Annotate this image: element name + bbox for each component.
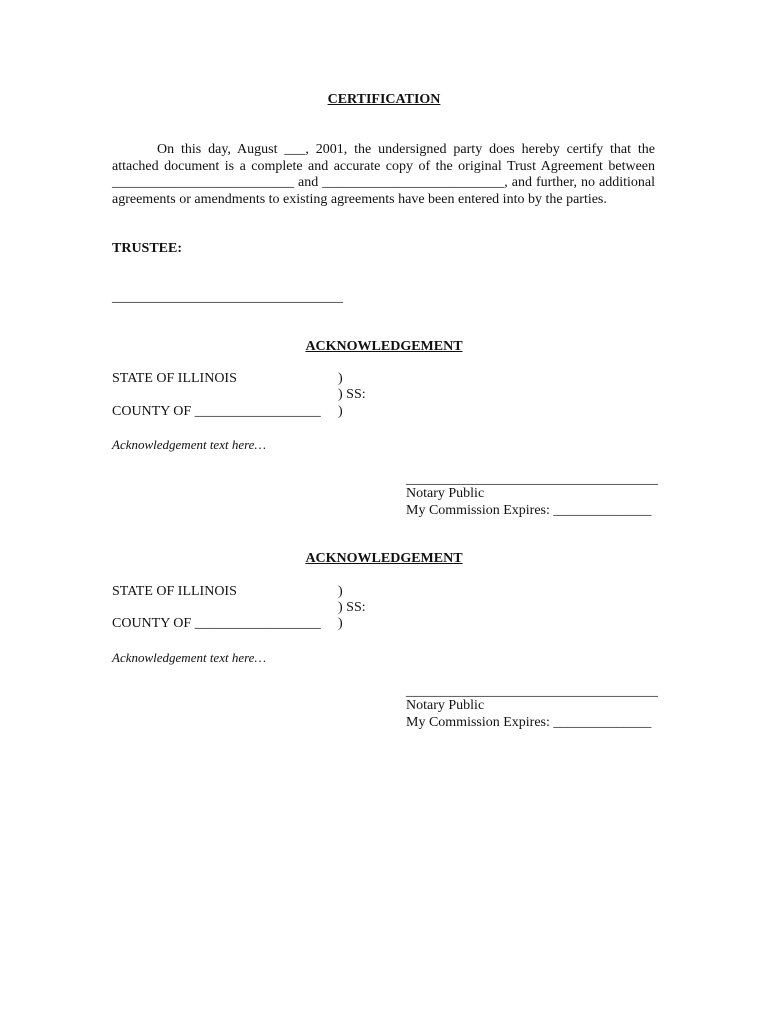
- paragraph-line: On this day, August ___, 2001, the undersigned party does hereby certify that the: [157, 142, 655, 157]
- paragraph-line: __________________________ and __________________________, and further, no additional: [112, 175, 655, 190]
- ss-mark: ) SS:: [338, 387, 366, 402]
- state-label: STATE OF ILLINOIS: [112, 584, 237, 599]
- notary-public-label: Notary Public: [406, 486, 485, 501]
- paren-mark: ): [338, 584, 343, 599]
- county-label: COUNTY OF __________________: [112, 616, 321, 631]
- acknowledgement-title: ACKNOWLEDGEMENT: [305, 551, 463, 566]
- certification-paragraph: [112, 142, 655, 208]
- trustee-signature-line: _________________________________: [112, 290, 343, 305]
- notary-signature-line: ____________________________________: [406, 472, 658, 487]
- paren-mark: ): [338, 616, 343, 631]
- ss-mark: ) SS:: [338, 600, 366, 615]
- paragraph-line: agreements or amendments to existing agreements have been entered into by the parties.: [112, 191, 607, 207]
- trustee-label: TRUSTEE:: [112, 241, 183, 256]
- paragraph-line: attached document is a complete and accurate copy of the original Trust Agreement between: [112, 158, 655, 174]
- notary-public-label: Notary Public: [406, 698, 485, 713]
- paren-mark: ): [338, 371, 343, 386]
- acknowledgement-title: ACKNOWLEDGEMENT: [305, 339, 463, 354]
- paren-mark: ): [338, 404, 343, 419]
- acknowledgement-text: Acknowledgement text here…: [112, 650, 267, 665]
- county-label: COUNTY OF __________________: [112, 404, 321, 419]
- certification-title: CERTIFICATION: [327, 92, 441, 107]
- commission-expires: My Commission Expires: ______________: [406, 715, 652, 730]
- acknowledgement-text: Acknowledgement text here…: [112, 437, 267, 452]
- commission-expires: My Commission Expires: ______________: [406, 503, 652, 518]
- state-label: STATE OF ILLINOIS: [112, 371, 237, 386]
- notary-signature-line: ____________________________________: [406, 684, 658, 699]
